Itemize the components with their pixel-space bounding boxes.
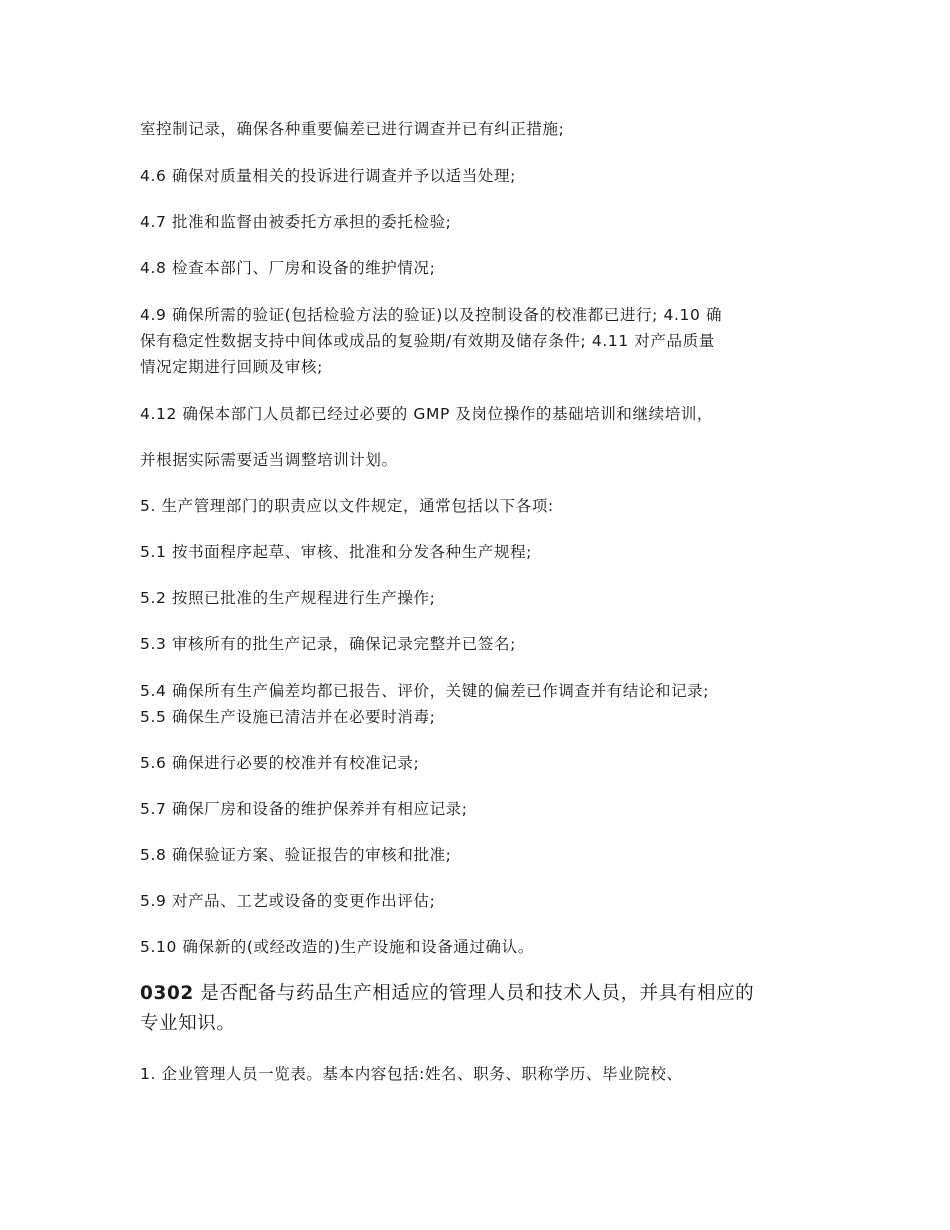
item-4-7: 4.7 批准和监督由被委托方承担的委托检验; (140, 213, 452, 231)
item-5-6: 5.6 确保进行必要的校准并有校准记录; (140, 754, 420, 772)
section-code: 0302 (140, 983, 194, 1004)
item-5-5: 5.5 确保生产设施已清洁并在必要时消毒; (140, 708, 436, 726)
item-5-8: 5.8 确保验证方案、验证报告的审核和批准; (140, 846, 452, 864)
item-5-3: 5.3 审核所有的批生产记录，确保记录完整并已签名; (140, 635, 516, 653)
section-heading-line-2: 专业知识。 (140, 1013, 236, 1034)
item-5-1: 5.1 按书面程序起草、审核、批准和分发各种生产规程; (140, 543, 533, 561)
item-5-9: 5.9 对产品、工艺或设备的变更作出评估; (140, 892, 436, 910)
section-heading-0302 (140, 979, 830, 1039)
item-4-6: 4.6 确保对质量相关的投诉进行调查并予以适当处理; (140, 167, 516, 185)
item-4-8: 4.8 检查本部门、厂房和设备的维护情况; (140, 259, 436, 277)
item-5-4: 5.4 确保所有生产偏差均都已报告、评价，关键的偏差已作调查并有结论和记录; (140, 682, 710, 700)
item-4-12-continued: 并根据实际需要适当调整培训计划。 (140, 451, 398, 469)
item-5-10: 5.10 确保新的(或经改造的)生产设施和设备通过确认。 (140, 938, 534, 956)
item-4-11-line-3: 情况定期进行回顾及审核; (140, 358, 323, 376)
section-heading-line-1: 是否配备与药品生产相适应的管理人员和技术人员，并具有相应的 (193, 983, 755, 1004)
item-5-2: 5.2 按照已批准的生产规程进行生产操作; (140, 589, 436, 607)
text-line: 室控制记录，确保各种重要偏差已进行调查并已有纠正措施; (140, 120, 565, 138)
item-4-9-line-1: 4.9 确保所需的验证(包括检验方法的验证)以及控制设备的校准都已进行; 4.10 确 (140, 306, 723, 324)
section-5-intro: 5. 生产管理部门的职责应以文件规定，通常包括以下各项: (140, 497, 554, 515)
item-4-10-line-2: 保有稳定性数据支持中间体或成品的复验期/有效期及储存条件; 4.11 对产品质量 (140, 332, 715, 350)
item-5-7: 5.7 确保厂房和设备的维护保养并有相应记录; (140, 800, 468, 818)
item-1-management-list: 1. 企业管理人员一览表。基本内容包括:姓名、职务、职称学历、毕业院校、 (140, 1065, 683, 1083)
item-4-12: 4.12 确保本部门人员都已经过必要的 GMP 及岗位操作的基础培训和继续培训， (140, 405, 714, 423)
